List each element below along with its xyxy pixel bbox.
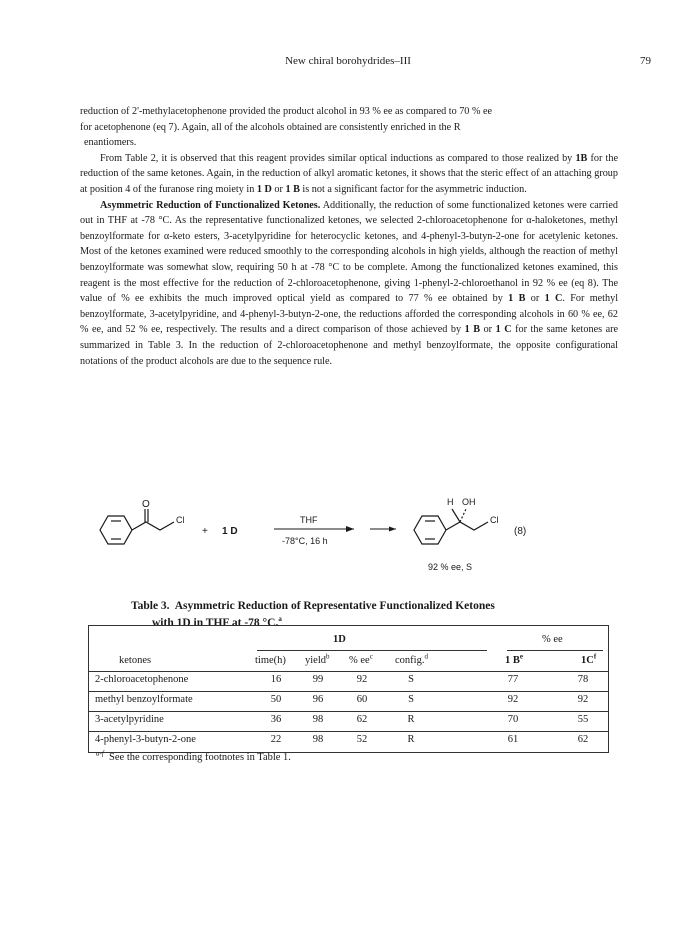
- col-header-time: time(h): [255, 655, 286, 666]
- compound-ref: 1B: [575, 152, 588, 164]
- group-header-ee: % ee: [542, 634, 563, 645]
- row-rule: [89, 731, 608, 732]
- cell-1b: 70: [507, 714, 519, 725]
- cell-1c: 92: [577, 694, 589, 705]
- benzene-ring: [414, 516, 446, 544]
- p3-text: . For methyl benzoylformate, 3-acetylpyridine, and 4-phenyl-3-butyn-2-one, the reductions afforded the corresponding alcohols in 60 % ee, 62 % ee, and 52 % ee, respectively. The results and a direct comparison of those achieved by: [80, 293, 619, 336]
- reactant-chlorine: Cl: [176, 515, 185, 525]
- p1-line3: enantiomers.: [84, 137, 137, 149]
- col-header-ee: % $ee^c$: [349, 652, 373, 666]
- cell-yield: 98: [312, 734, 324, 745]
- footnote-text: See the corresponding footnotes in Table 1.: [109, 752, 291, 763]
- side-chain: [446, 522, 488, 530]
- cell-config: S: [408, 694, 414, 705]
- p2-text: or: [271, 183, 286, 195]
- cell-ketone: 2-chloroacetophenone: [95, 674, 189, 685]
- caption-footnote-mark: a: [278, 615, 282, 624]
- side-chain: [132, 522, 174, 530]
- compound-ref: 1 B: [508, 293, 526, 305]
- cell-config: R: [407, 714, 415, 725]
- p3-text: for the same ketones are summarized in Table 3. In the reduction of 2-chloroacetophenone and methyl benzoylformate, the opposite configurational notations of the product alcohols are due to the sequence rule.: [80, 324, 619, 367]
- page-number: 79: [640, 55, 651, 67]
- col-header-yield: yield$^b$: [305, 652, 330, 666]
- col-header-config: config.$^d$: [395, 652, 428, 666]
- product-structure: [414, 509, 488, 544]
- col-header-1c: $1C^f$: [581, 652, 597, 666]
- solvent-label: THF: [300, 515, 318, 525]
- compound-ref: 1 C: [495, 324, 512, 336]
- p1-line1: reduction of 2'-methylacetophenone provided the product alcohol in 93 % ee as compared to 70 % ee: [80, 106, 493, 117]
- body-text: [80, 104, 618, 369]
- cell-ee: 92: [356, 674, 368, 685]
- cell-1c: 55: [577, 714, 589, 725]
- cell-time: 16: [270, 674, 282, 685]
- cell-time: 50: [270, 694, 282, 705]
- cell-ketone: 3-acetylpyridine: [95, 714, 164, 725]
- paragraph-2: [80, 151, 618, 198]
- arrow-head: [389, 527, 396, 532]
- cell-time: 22: [270, 734, 282, 745]
- hydrogen-bond: [452, 509, 460, 522]
- p2-text: is not a significant factor for the asymmetric induction.: [299, 183, 527, 195]
- p3-text: or: [480, 324, 496, 336]
- cell-1b: 61: [507, 734, 519, 745]
- cell-config: R: [407, 734, 415, 745]
- paragraph-1: [80, 104, 618, 151]
- section-heading: Asymmetric Reduction of Functionalized Ketones.: [100, 199, 321, 211]
- p3-text: Additionally, the reduction of some functionalized ketones were carried out in THF at -78 °C. As the representative functionalized ketones, we selected 2-chloroacetophenone for α-haloketones, methyl benzoylformate for α-keto esters, 3-acetylpyridine for heterocyclic ketones, and 4-phenyl-3-butyn-2-one for acetylenic ketones. Most of the ketones examined were reduced smoothly to the corresponding alcohols in high yields, although the reaction of methyl benzoylformate was somewhat slow, requiring 50 h at -78 °C to be complete. Among the functionalized ketones examined, this reagent is the most effective for the reduction of 2-chloroacetophenone, giving 1-phenyl-2-chloroethanol in 92 % ee (eq 8). The value of % ee exhibits the much improved optical yield as compared to 77 % ee obtained by: [80, 199, 619, 305]
- plus-sign: +: [202, 526, 208, 537]
- header-rule: [89, 671, 608, 672]
- group-rule-ee: [507, 650, 603, 651]
- results-table: [88, 625, 609, 753]
- compound-ref: 1 B: [464, 324, 481, 336]
- product-hydroxyl: OH: [462, 497, 476, 507]
- p2-text: for the reduction of the same ketones. Again, in the reduction of alkyl aromatic ketones, it shows that the steric effect of an attaching group at position 4 of the furanose ring moiety in: [80, 152, 619, 195]
- table-footnote: [96, 749, 291, 763]
- benzene-ring: [100, 516, 132, 544]
- p3-text: or: [525, 293, 545, 305]
- group-header-1d: 1D: [333, 634, 346, 645]
- cell-config: S: [408, 674, 414, 685]
- p1-line2: for acetophenone (eq 7). Again, all of the alcohols obtained are consistently enriched in the R: [80, 121, 461, 133]
- arrow-head: [346, 526, 354, 532]
- row-rule: [89, 691, 608, 692]
- cell-ee: 52: [356, 734, 368, 745]
- cell-yield: 96: [312, 694, 324, 705]
- cell-ketone: methyl benzoylformate: [95, 694, 193, 705]
- cell-time: 36: [270, 714, 282, 725]
- footnote-marks: a-f: [96, 749, 104, 758]
- cell-1c: 78: [577, 674, 589, 685]
- paragraph-3: [80, 198, 618, 370]
- col-header-1b: 1 $B^e$: [505, 652, 523, 666]
- reactant-structure: [100, 509, 174, 544]
- reaction-scheme-svg: [96, 492, 616, 577]
- row-rule: [89, 711, 608, 712]
- cell-yield: 99: [312, 674, 324, 685]
- product-hydrogen: H: [447, 497, 454, 507]
- hydroxyl-bond: [460, 509, 466, 522]
- compound-ref: 1 B: [285, 183, 300, 195]
- p2-text: From Table 2, it is observed that this reagent provides similar optical inductions as compared to those realized by: [100, 152, 576, 164]
- table-caption-line1: Asymmetric Reduction of Representative Functionalized Ketones: [174, 600, 495, 612]
- compound-ref: 1 D: [256, 183, 272, 195]
- compound-ref: 1 C: [544, 293, 563, 305]
- conditions-label: -78°C, 16 h: [282, 536, 328, 546]
- running-header: New chiral borohydrides–III: [285, 55, 411, 67]
- reagent-label: 1 D: [222, 526, 238, 537]
- cell-ee: 62: [356, 714, 368, 725]
- table-label: Table 3.: [131, 600, 170, 612]
- cell-1b: 77: [507, 674, 519, 685]
- reaction-scheme: [96, 492, 616, 577]
- cell-yield: 98: [312, 714, 324, 725]
- cell-ketone: 4-phenyl-3-butyn-2-one: [95, 734, 196, 745]
- group-rule-1d: [257, 650, 487, 651]
- reactant-oxygen: O: [142, 499, 150, 510]
- table-caption-line2: with 1D in THF at -78 °C.: [152, 617, 279, 629]
- cell-1c: 62: [577, 734, 589, 745]
- product-chlorine: Cl: [490, 515, 499, 525]
- col-header-ketones: ketones: [119, 655, 152, 666]
- cell-1b: 92: [507, 694, 519, 705]
- result-label: 92 % ee, S: [428, 562, 473, 572]
- equation-number: (8): [514, 526, 527, 537]
- cell-ee: 60: [356, 694, 368, 705]
